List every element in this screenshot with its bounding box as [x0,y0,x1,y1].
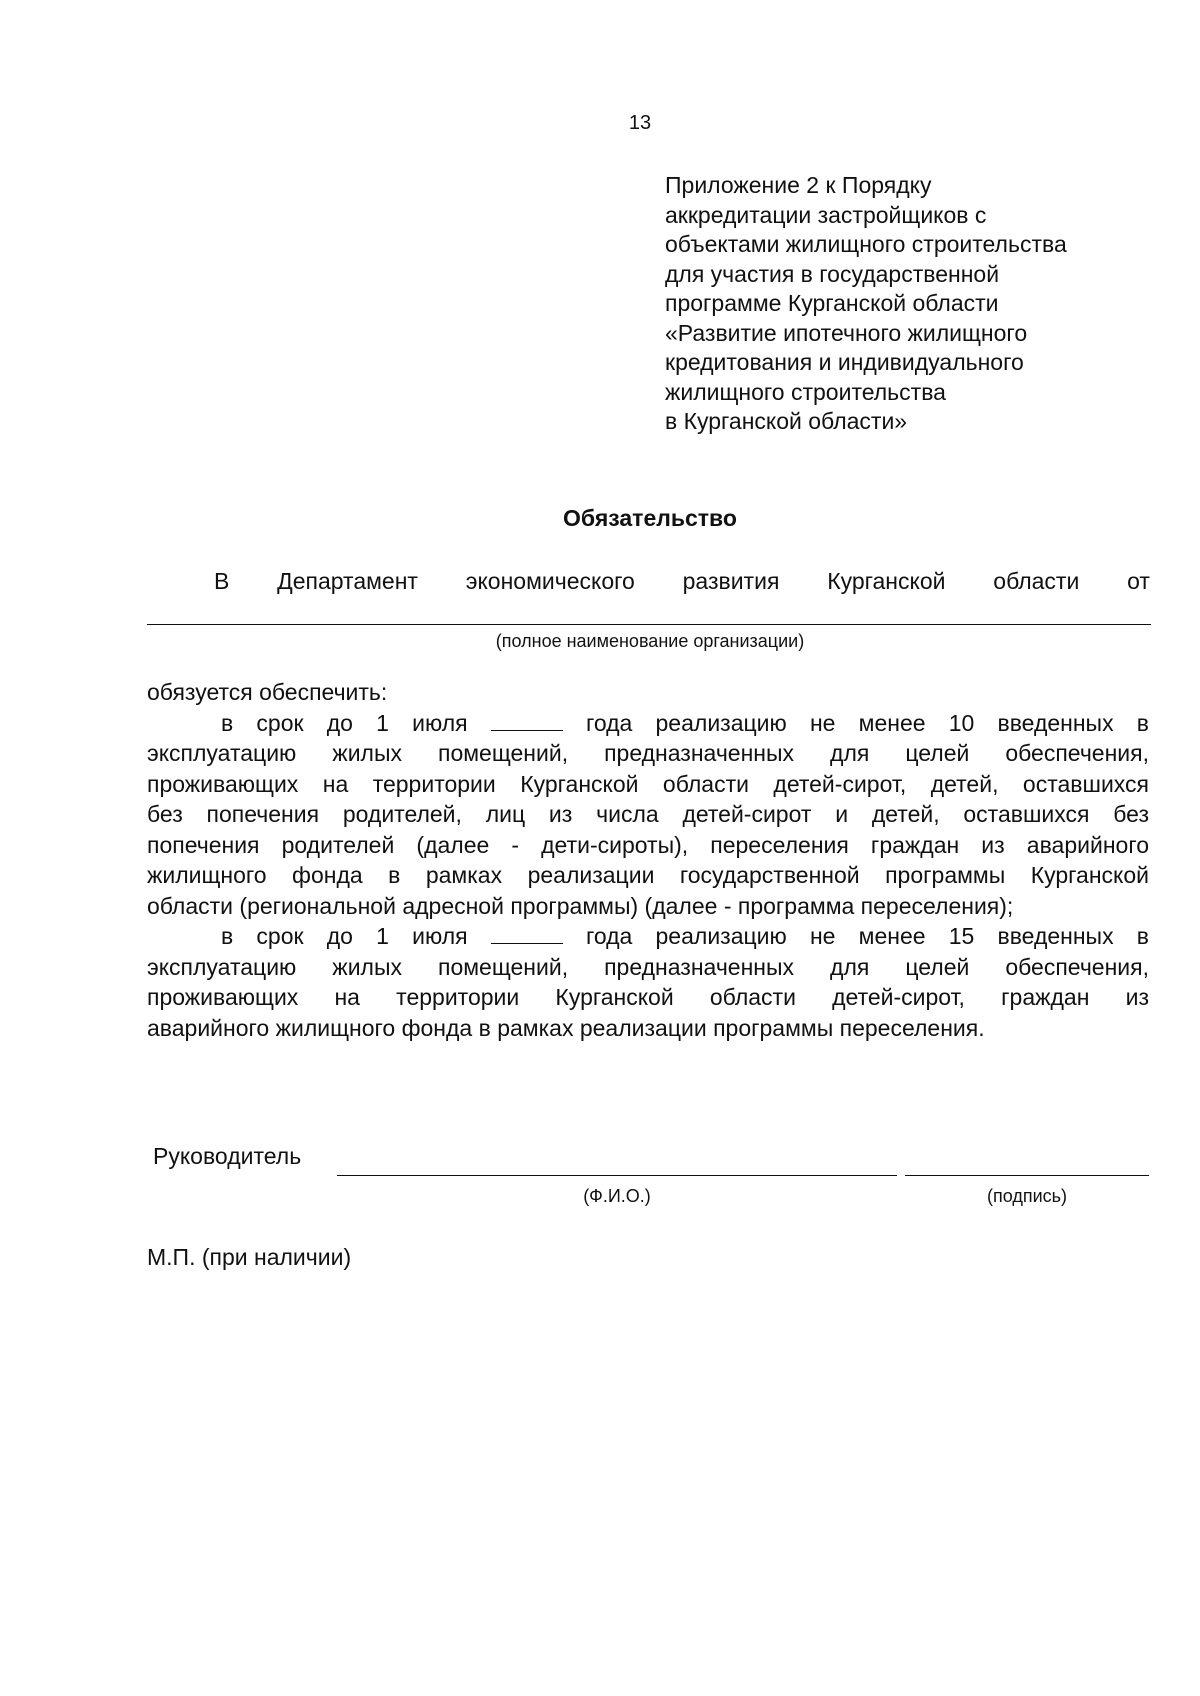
appendix-line: Приложение 2 к Порядку [665,172,932,198]
addressee-word: развития [682,568,780,594]
addressee-word: В [214,568,230,594]
item2-last-line: аварийного жилищного фонда в рамках реализации программы переселения. [147,1014,985,1041]
item1-prefix: в срок до 1 июля [221,709,468,736]
addressee-word: экономического [465,568,635,594]
appendix-line: в Курганской области» [665,408,908,434]
item1-line: проживающих на территории Курганской области детей-сирот, детей, оставшихся [147,770,1149,797]
organization-name-caption: (полное наименование организации) [495,631,805,651]
signature-caption: (подпись) [986,1186,1068,1206]
addressee-word: Курганской [827,568,946,594]
appendix-reference [665,171,1165,437]
item1-year-blank[interactable] [491,710,563,731]
page-number: 13 [628,112,652,134]
organization-name-field[interactable] [147,624,1151,625]
document-title: Обязательство [563,505,737,531]
appendix-line: кредитования и индивидуального [665,349,1024,375]
signatory-label: Руководитель [153,1143,302,1169]
obligation-body [147,677,1149,1043]
appendix-line: аккредитации застройщиков с [665,201,987,228]
item1-line: жилищного фонда в рамках реализации государственной программы Курганской [147,862,1149,888]
addressee-word: Департамент [277,568,418,594]
addressee-word: области [993,568,1080,594]
appendix-line: жилищного строительства [665,378,946,405]
appendix-line: «Развитие ипотечного жилищного [665,319,1028,346]
item1-line: эксплуатацию жилых помещений, предназначенных для целей обеспечения, [147,740,1149,766]
item2-suffix: года реализацию не менее 15 введенных в [585,923,1149,949]
item1-last-line: области (региональной адресной программы) (далее - программа переселения); [147,892,1014,919]
appendix-line: объектами жилищного строительства [665,231,1067,257]
body-intro: обязуется обеспечить: [147,679,388,705]
signature-field[interactable] [905,1175,1149,1176]
item1-suffix: года реализацию не менее 10 введенных в [585,709,1149,736]
item2-first-line [147,921,1149,952]
item1-first-line [147,708,1149,739]
addressee-line [214,568,1150,595]
item1-line: попечения родителей (далее - дети-сироты), переселения граждан из аварийного [147,831,1149,858]
stamp-placeholder: М.П. (при наличии) [147,1244,352,1270]
addressee-word: от [1127,568,1150,594]
signatory-name-caption: (Ф.И.О.) [583,1186,651,1206]
appendix-line: программе Курганской области [665,290,999,316]
item1-line: без попечения родителей, лиц из числа детей-сирот и детей, оставшихся без [147,801,1149,827]
item2-line: проживающих на территории Курганской области детей-сирот, граждан из [147,984,1149,1010]
appendix-line: для участия в государственной [665,260,1000,287]
signatory-name-field[interactable] [337,1175,897,1176]
item2-line: эксплуатацию жилых помещений, предназначенных для целей обеспечения, [147,953,1149,980]
item2-prefix: в срок до 1 июля [221,923,468,949]
item2-year-blank[interactable] [491,923,563,944]
